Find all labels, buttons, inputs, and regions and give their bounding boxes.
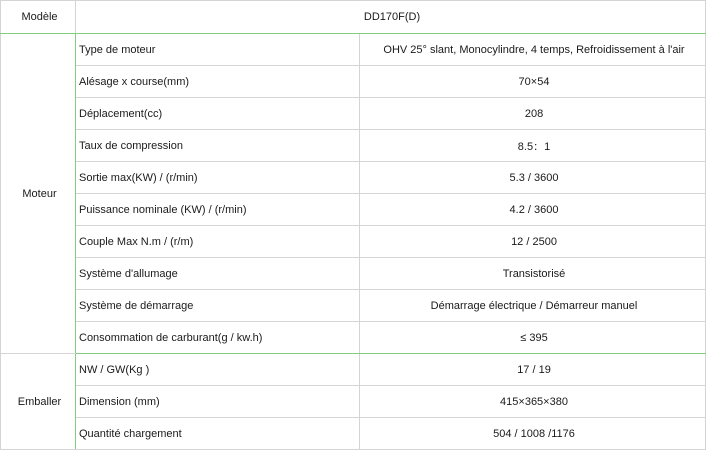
row-label: Système d'allumage [76,258,360,290]
table-row [1,194,706,226]
row-label: Type de moteur [76,34,360,66]
model-row [1,1,706,34]
row-value: ≤ 395 [360,322,706,354]
table-row [1,354,706,386]
row-value: 5.3 / 3600 [360,162,706,194]
table-row [1,98,706,130]
row-label: Sortie max(KW) / (r/min) [76,162,360,194]
row-value: 17 / 19 [360,354,706,386]
table-row [1,418,706,450]
table-row [1,386,706,418]
row-label: NW / GW(Kg ) [76,354,360,386]
table-row [1,226,706,258]
row-label: Alésage x course(mm) [76,66,360,98]
group-emballer: Emballer [1,354,76,450]
table-row [1,34,706,66]
row-value: OHV 25° slant, Monocylindre, 4 temps, Refroidissement à l'air [360,34,706,66]
row-value: 70×54 [360,66,706,98]
row-label: Taux de compression [76,130,360,162]
table-row [1,66,706,98]
row-label: Déplacement(cc) [76,98,360,130]
row-value: Transistorisé [360,258,706,290]
row-value: 4.2 / 3600 [360,194,706,226]
row-label: Couple Max N.m / (r/m) [76,226,360,258]
row-value: 504 / 1008 /1176 [360,418,706,450]
row-label: Système de démarrage [76,290,360,322]
row-label: Dimension (mm) [76,386,360,418]
row-value: 8.5：1 [360,130,706,162]
table-row [1,290,706,322]
row-label: Quantité chargement [76,418,360,450]
row-value: 208 [360,98,706,130]
row-value: Démarrage électrique / Démarreur manuel [360,290,706,322]
table-row [1,322,706,354]
model-value: DD170F(D) [76,1,706,34]
table-row [1,162,706,194]
table-row [1,258,706,290]
group-moteur: Moteur [1,34,76,354]
row-label: Puissance nominale (KW) / (r/min) [76,194,360,226]
row-value: 415×365×380 [360,386,706,418]
table-row [1,130,706,162]
row-value: 12 / 2500 [360,226,706,258]
model-label: Modèle [1,1,76,34]
row-label: Consommation de carburant(g / kw.h) [76,322,360,354]
